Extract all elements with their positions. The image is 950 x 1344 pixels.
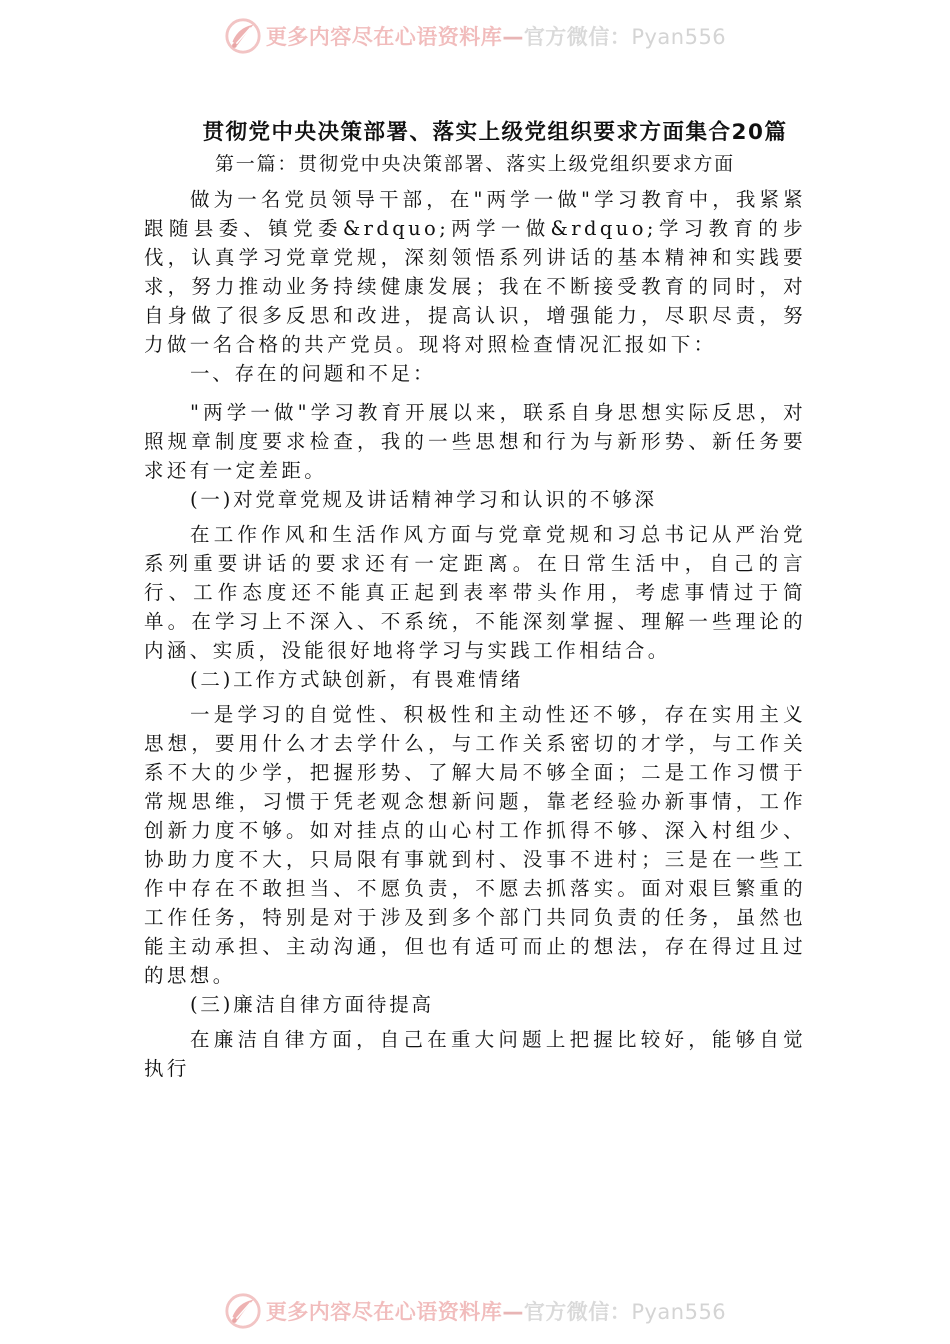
footer-watermark	[0, 1289, 950, 1333]
subheading-study: (一)对党章党规及讲话精神学习和认识的不够深	[190, 488, 657, 511]
watermark-dash: —	[502, 1300, 524, 1324]
document-subtitle: 第一篇：贯彻党中央决策部署、落实上级党组织要求方面	[214, 153, 735, 175]
paragraph-integrity: 在廉洁自律方面，自己在重大问题上把握比较好，能够自觉执行	[144, 1028, 806, 1080]
subheading-innovation: (二)工作方式缺创新，有畏难情绪	[190, 668, 524, 691]
subheading-integrity: (三)廉洁自律方面待提高	[190, 993, 434, 1016]
document-title: 贯彻党中央决策部署、落实上级党组织要求方面集合20篇	[202, 120, 788, 145]
section-heading-problems: 一、存在的问题和不足：	[190, 362, 436, 385]
paragraph-intro: 做为一名党员领导干部，在"两学一做"学习教育中，我紧紧跟随县委、镇党委&rdquo;两学一做&rdquo;学习教育的步伐，认真学习党章党规，深刻领悟系列讲话的基本精神和实践要求，努力推动业务持续健康发展；我在不断接受教育的同时，对自身做了很多反思和改进，提高认识，增强能力，尽职尽责，努力做一名合格的共产党员。现将对照检查情况汇报如下：	[144, 188, 806, 356]
watermark-main-text: 更多内容尽在心语资料库	[265, 1300, 503, 1324]
library-logo-icon	[224, 17, 262, 55]
watermark-label: 官方微信：	[523, 25, 632, 49]
watermark-dash: —	[502, 25, 524, 49]
watermark-wechat-id: Pyan556	[631, 1300, 727, 1324]
library-logo-icon	[224, 1292, 262, 1330]
header-watermark	[0, 14, 950, 58]
watermark-main-text: 更多内容尽在心语资料库	[265, 25, 503, 49]
watermark-label: 官方微信：	[523, 1300, 632, 1324]
paragraph-study: 在工作作风和生活作风方面与党章党规和习总书记从严治党系列重要讲话的要求还有一定距离。在日常生活中，自己的言行、工作态度还不能真正起到表率带头作用，考虑事情过于简单。在学习上不深入、不系统，不能深刻掌握、理解一些理论的内涵、实质，没能很好地将学习与实践工作相结合。	[144, 523, 806, 662]
paragraph-innovation: 一是学习的自觉性、积极性和主动性还不够，存在实用主义思想，要用什么才去学什么，与工作关系密切的才学，与工作关系不大的少学，把握形势、了解大局不够全面；二是工作习惯于常规思维，习惯于凭老观念想新问题，靠老经验办新事情，工作创新力度不够。如对挂点的山心村工作抓得不够、深入村组少、协助力度不大，只局限有事就到村、没事不进村；三是在一些工作中存在不敢担当、不愿负责，不愿去抓落实。面对艰巨繁重的工作任务，特别是对于涉及到多个部门共同负责的任务，虽然也能主动承担、主动沟通，但也有适可而止的想法，存在得过且过的思想。	[144, 703, 806, 987]
document-body	[144, 118, 806, 1083]
paragraph-overview: "两学一做"学习教育开展以来，联系自身思想实际反思，对照规章制度要求检查，我的一些思想和行为与新形势、新任务要求还有一定差距。	[144, 401, 806, 482]
watermark-wechat-id: Pyan556	[631, 25, 727, 49]
